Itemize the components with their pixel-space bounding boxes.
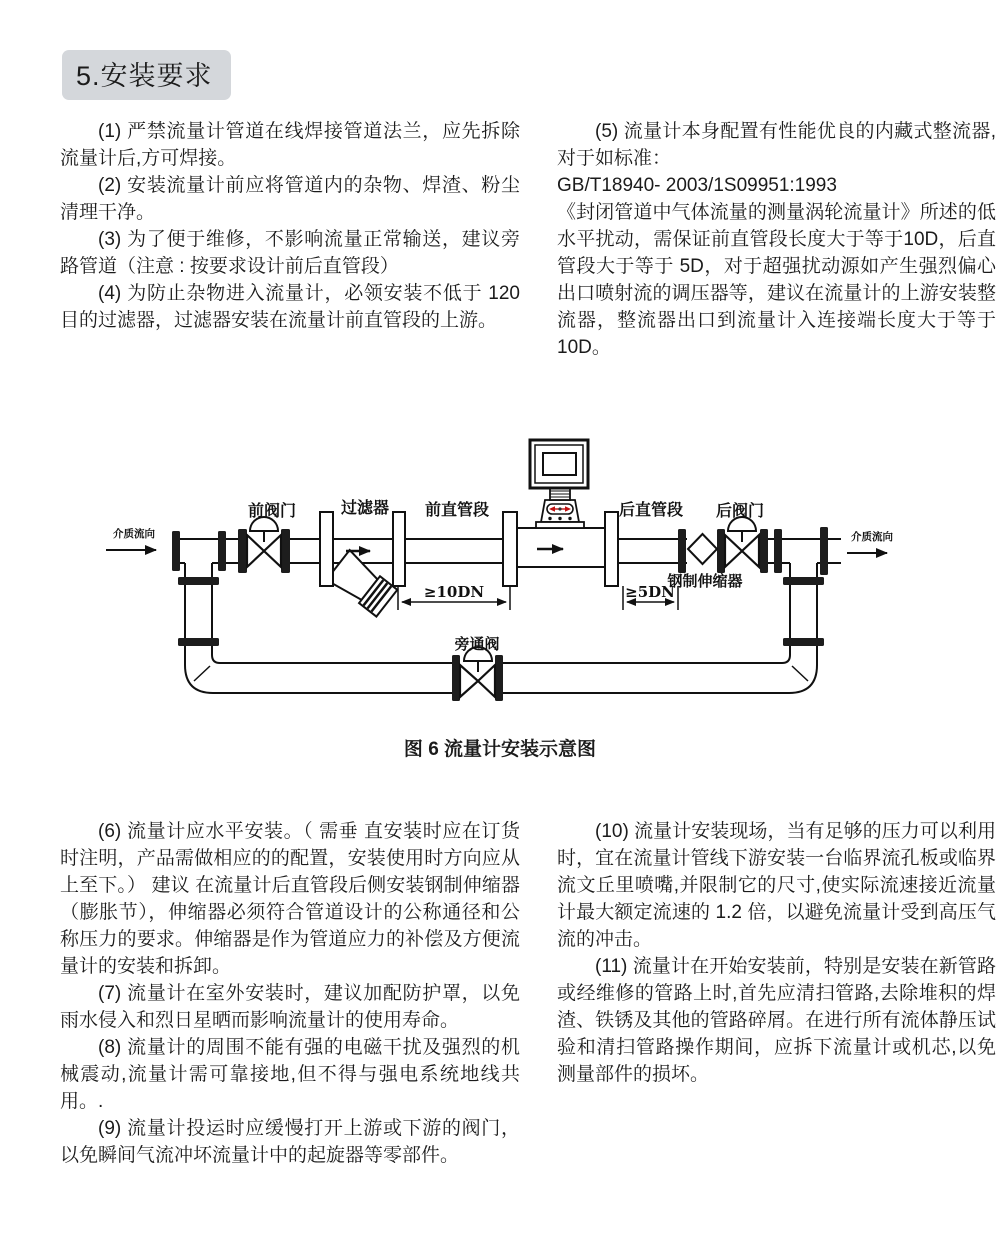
flow-left-label: 介质流向	[113, 528, 155, 540]
paragraph-2: (2) 安装流量计前应将管道内的杂物、焊渣、粉尘清理干净。	[60, 175, 520, 223]
paragraph-1: (1) 严禁流量计管道在线焊接管道法兰，应先拆除流量计后,方可焊接。	[60, 121, 520, 169]
top-left-column	[60, 118, 520, 361]
section-title: 5.安装要求	[62, 50, 231, 100]
expansion-joint-label: 钢制伸缩器	[667, 573, 743, 590]
paragraph-5: (5) 流量计本身配置有性能优良的内藏式整流器,对于如标准：	[557, 121, 996, 169]
paragraph-5-continuation: 《封闭管道中气体流量的测量涡轮流量计》所述的低水平扰动，需保证前直管段长度大于等于10D，后直管段大于等于 5D，对于超强扰动源如产生强烈偏心出口喷射流的调压器等，建议在流量计的上游安装整流器，整流器出口到流量计入连接端长度大于等于 10D。	[557, 202, 996, 358]
paragraph-6: (6) 流量计应水平安装。（ 需垂 直安装时应在订货时注明，产品需做相应的的配置，安装使用时方向应从上至下。） 建议 在流量计后直管段后侧安装钢制伸缩器（膨胀节），伸缩器必须符合管道设计的公称通径和公称压力的要求。伸缩器是作为管道应力的补偿及方便流量计的安装和拆卸。	[60, 821, 520, 977]
front-valve-label: 前阀门	[247, 503, 297, 520]
top-right-column	[557, 118, 996, 361]
flow-right-label: 介质流向	[851, 531, 893, 543]
paragraph-9: (9) 流量计投运时应缓慢打开上游或下游的阀门，以免瞬间气流冲坏流量计中的起旋器等零部件。	[60, 1118, 520, 1166]
strainer-symbol	[320, 512, 405, 618]
meter-stalk	[550, 488, 570, 500]
front-dim-label: ≥10DN	[423, 583, 485, 601]
flow-direction-right	[847, 530, 893, 553]
flow-meter-symbol	[503, 440, 618, 586]
bottom-text-columns	[60, 818, 996, 1169]
installation-diagram	[60, 428, 940, 720]
rear-dim-label: ≥5DN	[625, 583, 675, 601]
paragraph-8: (8) 流量计的周围不能有强的电磁干扰及强烈的机械震动,流量计需可靠接地,但不得与强电系统地线共用。.	[60, 1037, 520, 1112]
paragraph-10: (10) 流量计安装现场，当有足够的压力可以利用时，宜在流量计管线下游安装一台临界流孔板或临界流文丘里喷嘴,并限制它的尺寸,使实际流速接近流量计最大额定流速的 1.2 倍，以避免流量计受到高压气流的冲击。	[557, 821, 996, 950]
paragraph-4: (4) 为防止杂物进入流量计，必领安装不低于 120 目的过滤器，过滤器安装在流量计前直管段的上游。	[60, 283, 520, 331]
meter-counter-head	[536, 500, 584, 528]
paragraph-11: (11) 流量计在开始安装前，特别是安装在新管路或经维修的管路上时,首先应清扫管路,去除堆积的焊渣、铁锈及其他的管路碎屑。在进行所有流体静压试验和清扫管路操作期间，应拆下流量计或机芯,以免测量部件的损坏。	[557, 956, 996, 1085]
front-straight-label: 前直管段	[424, 502, 490, 519]
paragraph-7: (7) 流量计在室外安装时，建议加配防护罩，以免雨水侵入和烈日星晒而影响流量计的使用寿命。	[60, 983, 520, 1031]
strainer-label: 过滤器	[340, 500, 390, 517]
bypass-valve-label: 旁通阀	[454, 636, 500, 653]
rear-straight-label: 后直管段	[618, 502, 684, 519]
paragraph-5-standard-ref: GB/T18940- 2003/1S09951:1993	[557, 175, 837, 196]
bottom-right-column	[557, 818, 996, 1169]
meter-display-head	[530, 440, 588, 488]
rear-valve-label: 后阀门	[715, 503, 765, 520]
figure-caption: 图 6 流量计安装示意图	[403, 739, 597, 760]
flow-direction-left	[106, 527, 156, 550]
bottom-left-column	[60, 818, 520, 1169]
paragraph-3: (3) 为了便于维修，不影响流量正常输送，建议旁路管道（注意 : 按要求设计前后直管段）	[60, 229, 520, 277]
top-text-columns	[60, 118, 996, 361]
